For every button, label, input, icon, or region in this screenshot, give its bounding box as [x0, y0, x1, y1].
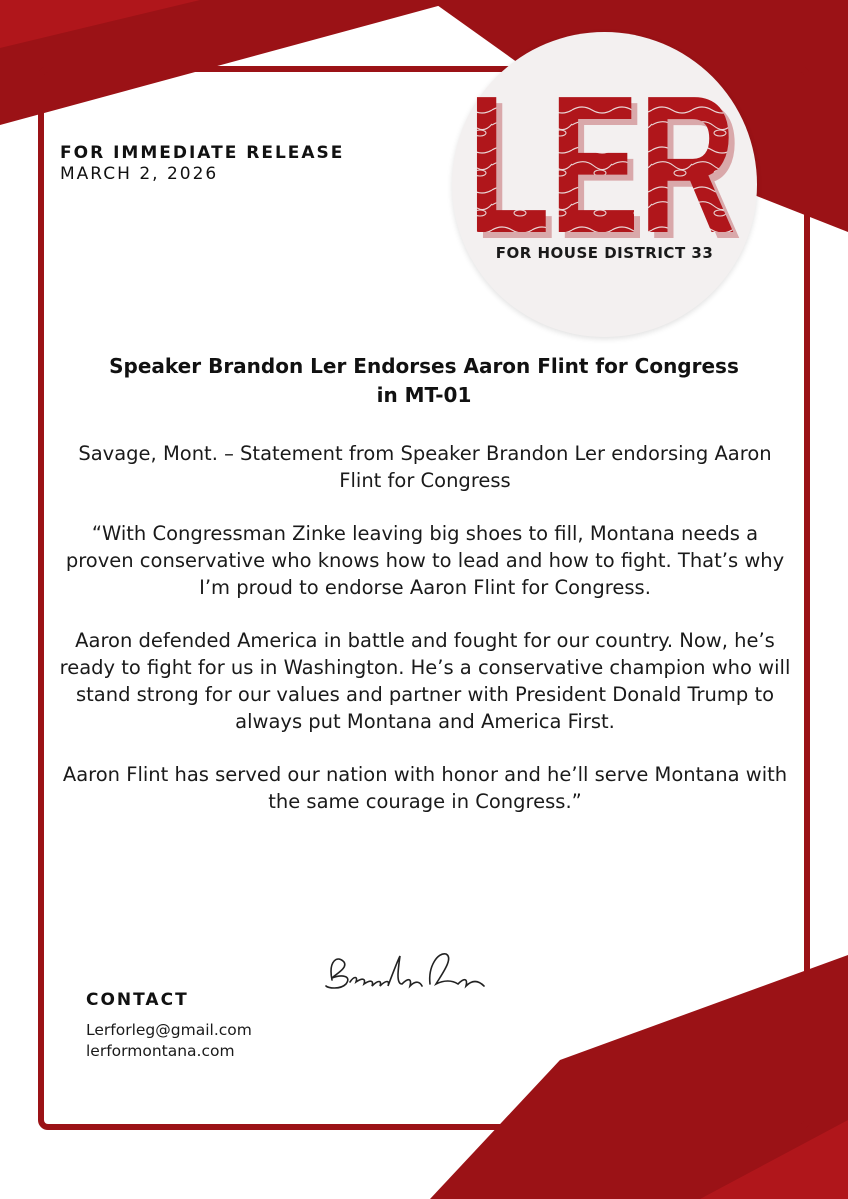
headline: Speaker Brandon Ler Endorses Aaron Flint for Congress in MT-01 [109, 354, 739, 407]
dateline: Savage, Mont. – Statement from Speaker Brandon Ler endorsing Aaron Flint for Congress [78, 442, 772, 492]
contact-email[interactable]: Lerforleg@gmail.com [86, 1021, 252, 1039]
campaign-logo [452, 32, 757, 337]
paragraph-1: “With Congressman Zinke leaving big shoes to fill, Montana needs a proven conservative who knows how to lead and how to fight. That’s why I’m proud to endorse Aaron Flint for Congress. [65, 522, 785, 599]
release-title: FOR IMMEDIATE RELEASE [60, 143, 345, 163]
contact-website[interactable]: lerformontana.com [86, 1042, 235, 1060]
release-block [60, 143, 400, 185]
logo-word-shadow: LER [474, 61, 742, 250]
release-date: MARCH 2, 2026 [60, 164, 219, 184]
contact-block [86, 988, 386, 1062]
paragraph-2: Aaron defended America in battle and fought for our country. Now, he’s ready to fight for us in Washington. He’s a conservative champion who will stand strong for our values and partner with President Donald Trump to always put Montana and America First. [59, 629, 791, 733]
logo-word: LER [468, 60, 736, 250]
statement-body [58, 440, 792, 841]
contact-title: CONTACT [86, 990, 189, 1010]
logo-wordmark [452, 60, 757, 250]
paragraph-3: Aaron Flint has served our nation with honor and he’ll serve Montana with the same courage in Congress.” [62, 763, 788, 813]
logo-subtitle: FOR HOUSE DISTRICT 33 [495, 244, 714, 262]
